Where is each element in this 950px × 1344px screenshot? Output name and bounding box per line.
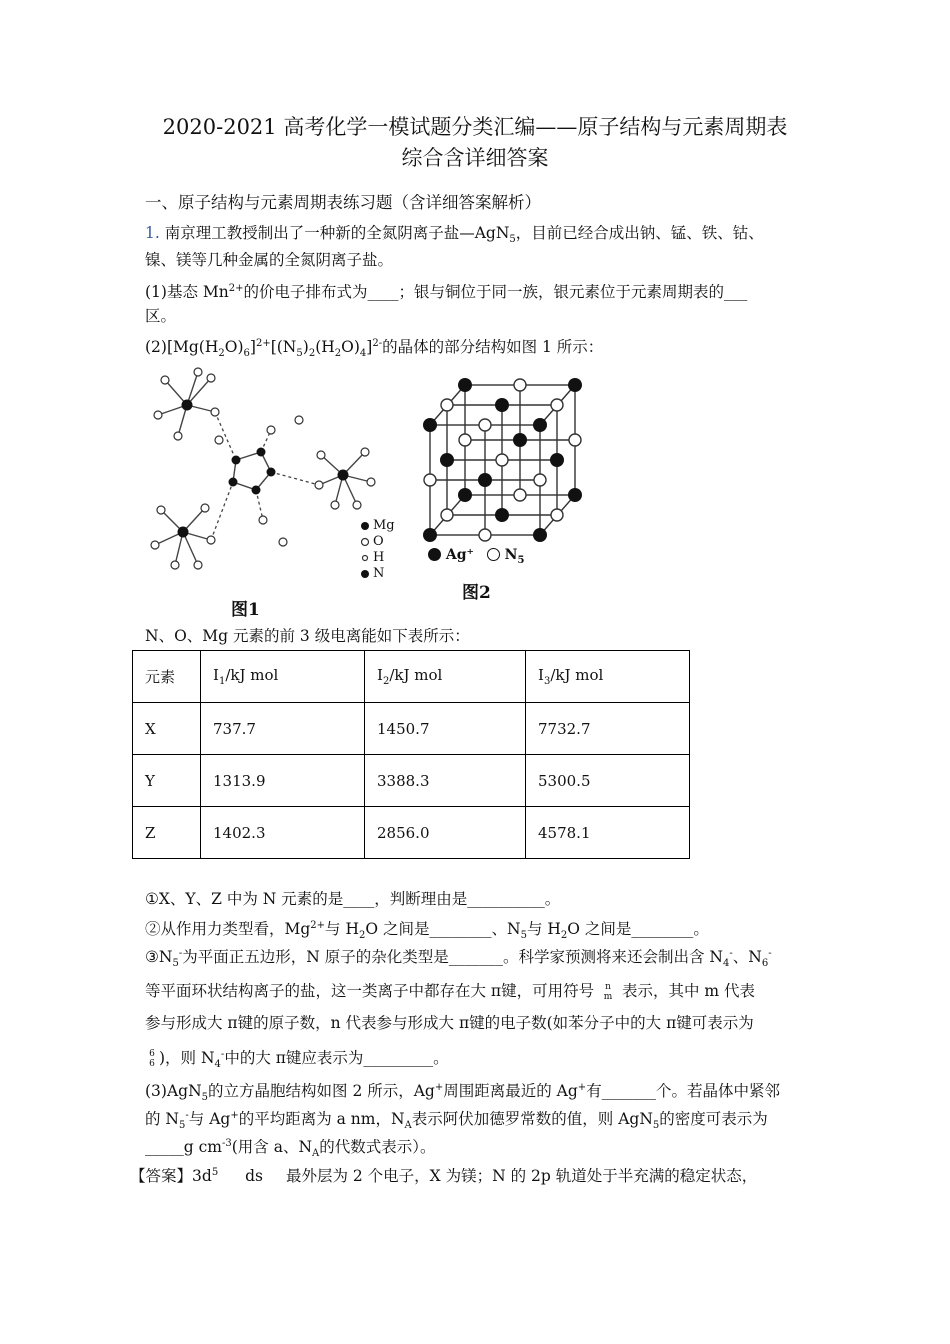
p2-a: (2)[Mg(H [145,338,219,356]
legend-ag: Ag⁺ [445,547,474,563]
answer-line: 【答案】$3d^5$ ds 最外层为 2 个电子，X 为镁；N 的 2p 轨道处于半充满的稳定状态， [130,1167,758,1185]
part3-line1: (3)AgN$_5$的立方晶胞结构如图 2 所示，Ag+周围距离最近的 Ag+有_______个。若晶体中紧邻 [145,1082,780,1103]
p2-g: O) [341,338,360,356]
p2-sub6: 4 [359,348,367,359]
ag-legend-marker [428,548,441,561]
q1-intro-text-a: 南京理工教授制出了一种新的全氮阴离子盐—AgN [164,224,510,242]
figure-2 [420,375,590,605]
table-row [133,703,690,755]
table-row [133,755,690,807]
part3-line2: 的 $N_5^-$与 Ag+的平均距离为 a nm，$N_A$表示阿伏加德罗常数的值，则 AgN$_5$的密度可表示为 [145,1110,768,1131]
p1-text-a: (1)基态 Mn [145,283,229,301]
n5-legend-marker [487,548,500,561]
p2-i: 的晶体的部分结构如图 1 所示： [382,338,604,356]
q1-intro-sub: 5 [509,234,516,245]
figure-2-legend [428,547,524,566]
table-cell: 4578.1 [526,807,690,859]
subq-3-line2: 等平面环状结构离子的盐，这一类离子中都存在大 π键，可用符号 n m 表示，其中 m 代表 [145,982,756,1002]
p1-text-b: 的价电子排布式为____；银与铜位于同一族，银元素位于元素周期表的___ [243,283,748,301]
legend-mg: Mg [373,518,395,533]
q1-number: 1. [145,224,160,242]
q1-intro-line1 [145,222,764,251]
ionization-energy-table [132,650,690,859]
table-cell: 1313.9 [201,755,365,807]
figure-1-caption: 图1 [231,600,260,620]
p2-sup2: 2- [372,338,383,349]
header-i3: $I_3/kJ$ mol [526,651,690,703]
subq-3-line1: $③N_5^-$为平面正五边形，N 原子的杂化类型是_______。科学家预测将来还会制出含 $N_4^-$、$N_6^-$ [145,948,772,969]
subq-1: ①X、Y、Z 中为 N 元素的是____，判断理由是__________。 [145,890,561,908]
table-cell: 737.7 [201,703,365,755]
table-cell: 3388.3 [365,755,526,807]
p2-d: [(N [270,338,297,356]
header-i2: $I_2/kJ$ mol [365,651,526,703]
subq-3-line4: 6 6 )，则 $N_4^-$中的大 π键应表示为_________。 [145,1044,449,1076]
table-cell: 2856.0 [365,807,526,859]
table-cell: 1450.7 [365,703,526,755]
header-element: 元素 [133,651,201,703]
p2-sub5: 2 [334,348,342,359]
legend-n: N [373,566,385,581]
p1-sup: 2+ [228,283,244,294]
p2-sub4: 2 [308,348,316,359]
header-i1: $I_1/kJ$ mol [201,651,365,703]
part3-line3: _____g $cm^{-3}$(用含 a、$N_A$的代数式表示）。 [145,1138,436,1159]
table-cell: Z [133,807,201,859]
p2-f: (H [315,338,335,356]
section-heading: 一、原子结构与元素周期表练习题（含详细答案解析） [145,193,541,212]
page-title-line2: 综合含详细答案 [401,146,549,170]
table-intro: N、O、Mg 元素的前 3 级电离能如下表所示： [145,627,470,645]
figure-2-caption: 图2 [462,583,491,603]
p2-sub3: 5 [296,348,303,359]
table-row [133,807,690,859]
q1-part1-line2: 区。 [145,307,177,325]
q1-intro-text-b: ，目前已经合成出钠、锰、铁、钴、 [515,224,764,242]
legend-n5: N [504,547,518,563]
p2-h: ] [366,338,373,356]
subq-3-line3: 参与形成大 π键的原子数，n 代表参与形成大 π键的电子数(如苯分子中的大 π键可表示为 [145,1014,754,1032]
legend-o: O [373,534,384,549]
p2-sub2: 6 [243,348,250,359]
p2-c: ] [249,338,256,356]
figure-2-cubic-cell [420,375,590,545]
p2-sup1: 2+ [255,338,271,349]
q1-part1-line1 [145,278,747,303]
pi-bond-symbol: n m [603,982,613,1002]
figure-1-structure [143,360,395,615]
page-title-line1: 2020-2021 高考化学一模试题分类汇编——原子结构与元素周期表 [162,115,788,139]
table-cell: Y [133,755,201,807]
answer-label: 【答案】 [130,1167,193,1185]
subq-2: ②从作用力类型看，$Mg^{2+}$与 $H_2O$ 之间是________、$N_5$与 $H_2O$ 之间是________。 [145,920,709,941]
q1-intro-line2: 镍、镁等几种金属的全氮阴离子盐。 [145,251,394,269]
figure-1-legend [373,518,395,582]
benzene-pi-symbol: 6 6 [149,1049,155,1069]
table-header-row [133,651,690,703]
p2-e: ) [302,338,309,356]
p2-b: O) [224,338,244,356]
table-cell: X [133,703,201,755]
p2-sub1: 2 [218,348,225,359]
figure-1 [143,360,395,620]
legend-h: H [373,550,385,565]
table-cell: 5300.5 [526,755,690,807]
table-cell: 1402.3 [201,807,365,859]
table-cell: 7732.7 [526,703,690,755]
legend-n5-sub: 5 [517,555,525,566]
